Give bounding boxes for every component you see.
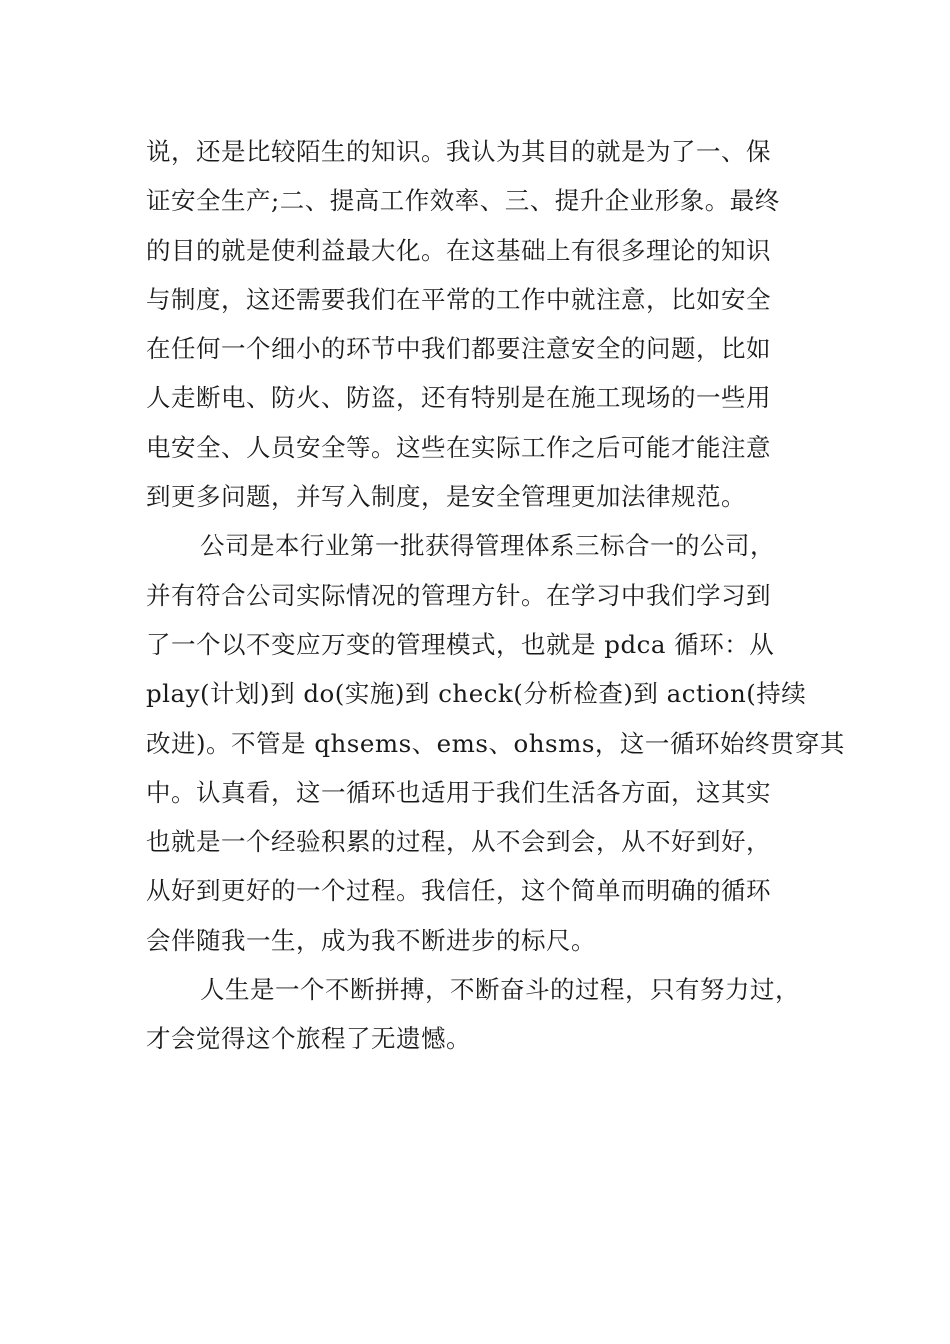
paragraph-1 [146,127,826,521]
paragraph-2 [146,521,845,965]
text-line: 人走断电、防火、防盗，还有特别是在施工现场的一些用 [146,383,771,413]
text-line: 证安全生产;二、提高工作效率、三、提升企业形象。最终 [146,186,780,216]
text-line: 从好到更好的一个过程。我信任，这个简单而明确的循环 [146,876,771,906]
text-line: 到更多问题，并写入制度，是安全管理更加法律规范。 [146,482,746,512]
text-line: 说，还是比较陌生的知识。我认为其目的就是为了一、保 [146,137,771,166]
text-line: 也就是一个经验积累的过程，从不会到会，从不好到好， [146,827,771,857]
text-line: play(计划)到 do(实施)到 check(分析检查)到 action(持续 [146,679,807,709]
text-line: 会伴随我一生，成为我不断进步的标尺。 [146,925,596,955]
text-line: 公司是本行业第一批获得管理体系三标合一的公司， [200,531,775,561]
text-line: 才会觉得这个旅程了无遗憾。 [146,1024,471,1054]
text-line: 人生是一个不断拼搏，不断奋斗的过程，只有努力过， [200,975,800,1005]
text-line: 在任何一个细小的环节中我们都要注意安全的问题，比如 [146,334,771,364]
text-line: 的目的就是使利益最大化。在这基础上有很多理论的知识 [146,235,771,265]
document-body [146,127,845,1064]
text-line: 并有符合公司实际情况的管理方针。在学习中我们学习到 [146,580,771,610]
text-line: 改进)。不管是 qhsems、ems、ohsms，这一循环始终贯穿其 [146,728,845,758]
paragraph-3 [146,965,826,1064]
text-line: 电安全、人员安全等。这些在实际工作之后可能才能注意 [146,432,771,462]
text-line: 了一个以不变应万变的管理模式，也就是 pdca 循环：从 [146,629,775,659]
text-line: 与制度，这还需要我们在平常的工作中就注意，比如安全 [146,284,771,314]
text-line: 中。认真看，这一循环也适用于我们生活各方面，这其实 [146,777,771,807]
